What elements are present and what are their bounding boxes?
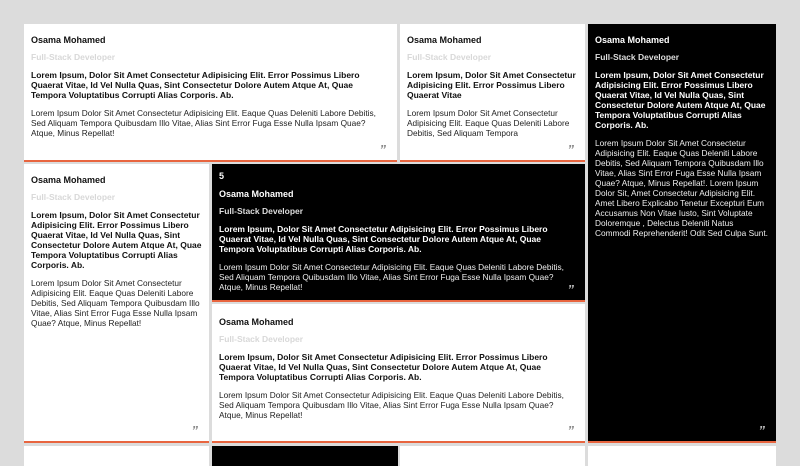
card-body: Lorem Ipsum Dolor Sit Amet Consectetur Adipisicing Elit. Eaque Quas Deleniti Labore Debitis, Sed Aliquam Tempora Quibusdam Illo Vitae, Alias Sint Error Fuga Esse Nulla Ipsam Quae? Atque, Minus Repellat!. Lorem Ipsum Dolor Sit, Amet Consectetur Adipisicing Elit. Amet Libero Explicabo Tenetur Excepturi Eum Accusamus Non Vitae Iusto, Sint Voluptate Doloremque , Delectus Deleniti Natus Commodi Reprehenderit! Odit Sed Culpa Sunt. xyxy=(595,138,768,238)
testimonial-card xyxy=(400,24,585,162)
quote-icon: ” xyxy=(191,423,197,438)
testimonial-card-partial xyxy=(588,446,776,466)
card-role: Full-Stack Developer xyxy=(31,192,116,202)
card-role: Full-Stack Developer xyxy=(31,52,116,62)
card-body: Lorem Ipsum Dolor Sit Amet Consectetur Adipisicing Elit. Eaque Quas Deleniti Labore Debitis, Sed Aliquam Tempora Quibusdam Illo Vitae, Alias Sint Error Fuga Esse Nulla Ipsam Quae? Atque, Minus Repellat! xyxy=(219,390,564,420)
card-headline: Lorem Ipsum, Dolor Sit Amet Consectetur Adipisicing Elit. Error Possimus Libero Quaerat Vitae, Id Vel Nulla Quas, Sint Consectetur Dolore Autem Atque At, Quae Tempora Voluptatibus Corrupti Alias Corporis. Ab. xyxy=(31,70,360,100)
testimonial-card xyxy=(212,164,585,302)
card-name: Osama Mohamed xyxy=(31,35,106,45)
card-name: Osama Mohamed xyxy=(407,35,482,45)
quote-icon: ” xyxy=(379,142,385,157)
quote-icon: ” xyxy=(567,282,573,297)
testimonial-card-partial xyxy=(24,446,209,466)
card-body: Lorem Ipsum Dolor Sit Amet Consectetur Adipisicing Elit. Eaque Quas Deleniti Labore Debitis, Sed Aliquam Tempora xyxy=(407,108,570,138)
card-role: Full-Stack Developer xyxy=(595,52,680,62)
card-body: Lorem Ipsum Dolor Sit Amet Consectetur Adipisicing Elit. Eaque Quas Deleniti Labore Debitis, Sed Aliquam Tempora Quibusdam Illo Vitae, Alias Sint Error Fuga Esse Nulla Ipsam Quae? Atque, Minus Repellat! xyxy=(219,262,564,292)
card-number: 5 xyxy=(219,171,225,181)
card-headline: Lorem Ipsum, Dolor Sit Amet Consectetur Adipisicing Elit. Error Possimus Libero Quaerat Vitae xyxy=(407,70,576,100)
card-body: Lorem Ipsum Dolor Sit Amet Consectetur Adipisicing Elit. Eaque Quas Deleniti Labore Debitis, Sed Aliquam Tempora Quibusdam Illo Vitae, Alias Sint Error Fuga Esse Nulla Ipsam Quae? Atque, Minus Repellat! xyxy=(31,278,200,328)
quote-icon: ” xyxy=(567,423,573,438)
card-name: Osama Mohamed xyxy=(595,35,670,45)
testimonial-card xyxy=(24,24,397,162)
quote-icon: ” xyxy=(567,142,573,157)
testimonial-card-partial xyxy=(400,446,585,466)
card-role: Full-Stack Developer xyxy=(219,206,304,216)
testimonial-card-partial xyxy=(212,446,398,466)
card-headline: Lorem Ipsum, Dolor Sit Amet Consectetur Adipisicing Elit. Error Possimus Libero Quaerat Vitae, Id Vel Nulla Quas, Sint Consectetur Dolore Autem Atque At, Quae Tempora Voluptatibus Corrupti Alias Corporis. Ab. xyxy=(595,70,766,130)
testimonial-card xyxy=(588,24,776,443)
card-body: Lorem Ipsum Dolor Sit Amet Consectetur Adipisicing Elit. Eaque Quas Deleniti Labore Debitis, Sed Aliquam Tempora Quibusdam Illo Vitae, Alias Sint Error Fuga Esse Nulla Ipsam Quae? Atque, Minus Repellat! xyxy=(31,108,376,138)
card-headline: Lorem Ipsum, Dolor Sit Amet Consectetur Adipisicing Elit. Error Possimus Libero Quaerat Vitae, Id Vel Nulla Quas, Sint Consectetur Dolore Autem Atque At, Quae Tempora Voluptatibus Corrupti Alias Corporis. Ab. xyxy=(219,224,548,254)
card-name: Osama Mohamed xyxy=(219,189,294,199)
card-role: Full-Stack Developer xyxy=(219,334,304,344)
testimonial-card xyxy=(24,164,209,443)
quote-icon: ” xyxy=(758,423,764,438)
card-headline: Lorem Ipsum, Dolor Sit Amet Consectetur Adipisicing Elit. Error Possimus Libero Quaerat Vitae, Id Vel Nulla Quas, Sint Consectetur Dolore Autem Atque At, Quae Tempora Voluptatibus Corrupti Alias Corporis. Ab. xyxy=(31,210,202,270)
card-name: Osama Mohamed xyxy=(219,317,294,327)
card-headline: Lorem Ipsum, Dolor Sit Amet Consectetur Adipisicing Elit. Error Possimus Libero Quaerat Vitae, Id Vel Nulla Quas, Sint Consectetur Dolore Autem Atque At, Quae Tempora Voluptatibus Corrupti Alias Corporis. Ab. xyxy=(219,352,548,382)
testimonial-card xyxy=(212,304,585,443)
card-name: Osama Mohamed xyxy=(31,175,106,185)
card-role: Full-Stack Developer xyxy=(407,52,492,62)
